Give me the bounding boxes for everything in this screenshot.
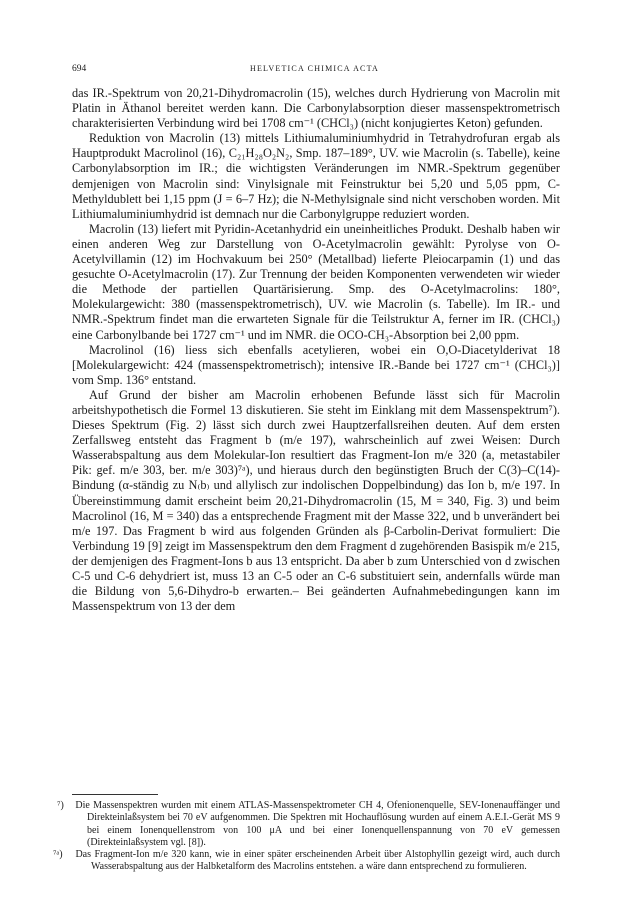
footnote: ⁷) Die Massenspektren wurden mit einem ATLAS-Massenspektrometer CH 4, Ofenionenquelle, SEV-Ionenauffänger und Direkteinlaßsystem bei 70 eV aufgenommen. Die Spektren mit Hochauflösung wurden auf einem A.E.I.-Gerät MS 9 bei einem Ionenquellenstrom von 100 μA und bei einer Ionenquellenspannung von 70 eV gemessen (Direkteinlaßsystem vgl. [8]). <box>57 800 560 848</box>
main-text <box>72 86 560 614</box>
footnote-divider <box>72 794 158 795</box>
paragraph: Reduktion von Macrolin (13) mittels Lithiumaluminiumhydrid in Tetrahydrofuran ergab als Hauptprodukt Macrolinol (16), C₂₁H₂₈O₂N₂, Smp. 187–189°, UV. wie Macrolin (s. Tabelle), keine Carbonylabsorption im IR.; die wichtigsten Veränderungen im NMR.-Spektrum gegenüber demjenigen von Macrolin sind: Vinylsignale mit Feinstruktur bei 5,20 und 5,05 ppm, C-Methyldublett bei 1,15 ppm (J = 6–7 Hz); die N-Methylsignale sind nicht verschoben worden. Mit Lithiumaluminiumhydrid ist demnach nur die Carbonylgruppe reduziert worden. <box>72 131 560 221</box>
running-title: HELVETICA CHIMICA ACTA <box>249 64 380 73</box>
paragraph: das IR.-Spektrum von 20,21-Dihydromacrolin (15), welches durch Hydrierung von Macrolin mit Platin in Äthanol bereitet werden kann. Die Carbonylabsorption dieser massenspektrometrisch charakterisierten Verbindung wird bei 1708 cm⁻¹ (CHCl₃) (nicht konjugiertes Keton) gefunden. <box>72 86 560 131</box>
footnote-text: Die Massenspektren wurden mit einem ATLAS-Massenspektrometer CH 4, Ofenionenquelle, SEV-Ionenauffänger und Direkteinlaßsystem bei 70 eV aufgenommen. Die Spektren mit Hochauflösung wurden auf einem A.E.I.-Gerät MS 9 bei einem Ionenquellenstrom von 100 μA und bei einer Ionenquellenspannung von 70 eV gemessen (Direkteinlaßsystem vgl. [8]). <box>75 800 560 848</box>
paragraph: Auf Grund der bisher am Macrolin erhobenen Befunde lässt sich für Macrolin arbeitshypothetisch die Formel 13 diskutieren. Sie steht im Einklang mit dem Massenspektrum⁷). Dieses Spektrum (Fig. 2) lässt sich durch zwei Hauptzerfallsreihen deuten. Auf dem ersten Zerfallsweg entsteht das Fragment b (m/e 197), wahrscheinlich auf zwei Weisen: Durch Wasserabspaltung aus dem Molekular-Ion resultiert das Fragment-Ion m/e 320 (a, metastabiler Pik: gef. m/e 303, ber. m/e 303)⁷ᵃ), und hieraus durch den begünstigten Bruch der C(3)–C(14)-Bindung (α-ständig zu N₍b₎ und allylisch zur indolischen Doppelbindung) das Ion b, m/e 197. In Übereinstimmung damit erscheint beim 20,21-Dihydromacrolin (15, M = 340, Fig. 3) und beim Macrolinol (16, M = 340) das a entsprechende Fragment mit der Masse 322, und b unverändert bei m/e 197. Das Fragment b wird aus folgenden Gründen als β-Carbolin-Derivat formuliert: Die Verbindung 19 [9] zeigt im Massenspektrum den dem Fragment d zugehörenden Basispik m/e 215, der demjenigen des Fragment-Ions b aus 13 entspricht. Da aber b zum Unterschied von d zwischen C-5 und C-6 dehydriert ist, muss 13 an C-5 oder an C-6 substituiert sein, andernfalls würde man die Bildung von 5,6-Dihydro-b erwarten.– Bei geänderten Aufnahmebedingungen kann im Massenspektrum von 13 der dem <box>72 387 560 614</box>
footnotes <box>53 800 560 874</box>
footnote: ⁷ᵃ) Das Fragment-Ion m/e 320 kann, wie in einer später erscheinenden Arbeit über Alstophyllin gezeigt wird, auch durch Wasserabspaltung aus der Halbketalform des Macrolins entstehen. a wäre dann entsprechend zu formulieren. <box>53 849 560 873</box>
paragraph: Macrolin (13) liefert mit Pyridin-Acetanhydrid ein uneinheitliches Produkt. Deshalb haben wir einen anderen Weg zur Darstellung von O-Acetylmacrolin gewählt: Pyrolyse von O-Acetylvillamin (12) im Hochvakuum bei 250° (Metallbad) lieferte Pleiocarpamin (1) und das gesuchte O-Acetylmacrolin (17). Zur Trennung der beiden Komponenten verwendeten wir wieder die Methode der partiellen Quartärisierung. Smp. des O-Acetylmacrolins: 180°, Molekulargewicht: 380 (massenspektrometrisch), UV. wie Macrolin (s. Tabelle). Im IR.- und NMR.-Spektrum findet man die erwarteten Signale für die Teilstruktur A, ferner im IR. (CHCl₃) eine Carbonylbande bei 1727 cm⁻¹ und im NMR. die OCO-CH₃-Absorption bei 2,00 ppm. <box>72 221 560 342</box>
paragraph: Macrolinol (16) liess sich ebenfalls acetylieren, wobei ein O,O-Diacetylderivat 18 [Molekulargewicht: 424 (massenspektrometrisch); intensive IR.-Bande bei 1727 cm⁻¹ (CHCl₃)] vom Smp. 136° entstand. <box>72 342 560 387</box>
page-number: 694 <box>72 64 87 74</box>
page-header <box>72 64 557 78</box>
footnote-text: Das Fragment-Ion m/e 320 kann, wie in einer später erscheinenden Arbeit über Alstophyllin gezeigt wird, auch durch Wasserabspaltung aus der Halbketalform des Macrolins entstehen. a wäre dann entsprechend zu formulieren. <box>75 849 560 873</box>
